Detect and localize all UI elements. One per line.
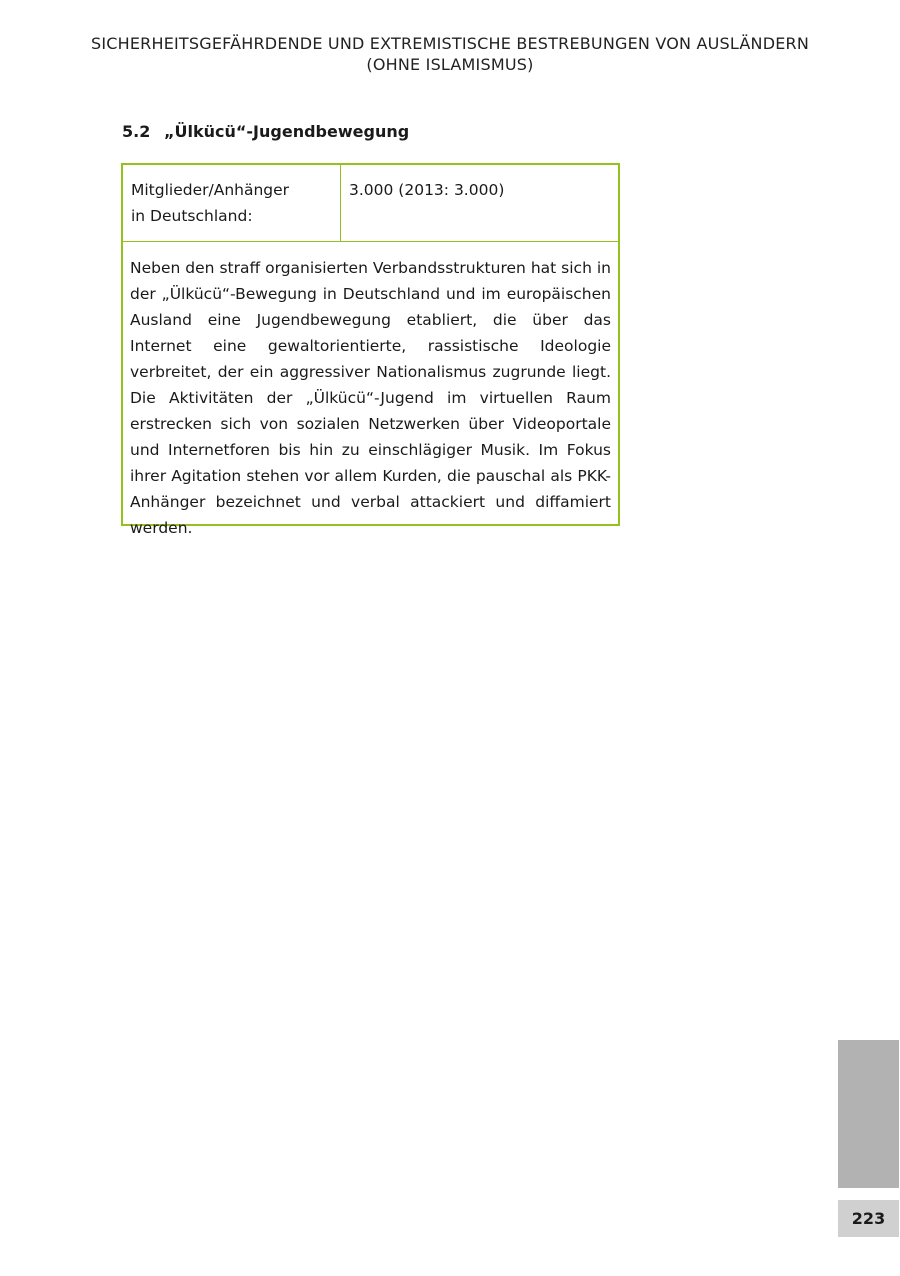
members-label xyxy=(123,165,341,241)
page-number: 223 xyxy=(838,1200,899,1237)
members-row xyxy=(123,165,618,242)
info-box-description: Neben den straff organisierten Verbandsstrukturen hat sich in der „Ülkücü“-Bewegung in Deutschland und im europäischen Ausland eine Jugendbewegung etabliert, die über das Internet eine gewaltorientierte, rassistische Ideologie verbreitet, der ein aggressiver Nationalismus zugrunde liegt. Die Aktivitäten der „Ülkücü“-Jugend im virtuellen Raum erstrecken sich von sozialen Netzwerken über Videoportale und Internetforen bis hin zu einschlägiger Musik. Im Fokus ihrer Agitation stehen vor allem Kurden, die pauschal als PKK-Anhänger bezeichnet und verbal attackiert und diffamiert werden. xyxy=(130,259,611,537)
side-tab-marker xyxy=(838,1040,899,1188)
running-header xyxy=(0,33,900,75)
members-label-line-1: Mitglieder/Anhänger xyxy=(131,181,290,199)
section-title: „Ülkücü“-Jugendbewegung xyxy=(164,122,410,141)
info-box xyxy=(121,163,620,537)
section-heading xyxy=(122,121,409,142)
running-header-line-2: (OHNE ISLAMISMUS) xyxy=(366,55,534,74)
members-value: 3.000 (2013: 3.000) xyxy=(349,181,505,199)
members-label-line-2: in Deutschland: xyxy=(131,207,253,225)
running-header-line-1: SICHERHEITSGEFÄHRDENDE UND EXTREMISTISCHE BESTREBUNGEN VON AUSLÄNDERN xyxy=(90,34,810,53)
section-number: 5.2 xyxy=(122,122,151,141)
